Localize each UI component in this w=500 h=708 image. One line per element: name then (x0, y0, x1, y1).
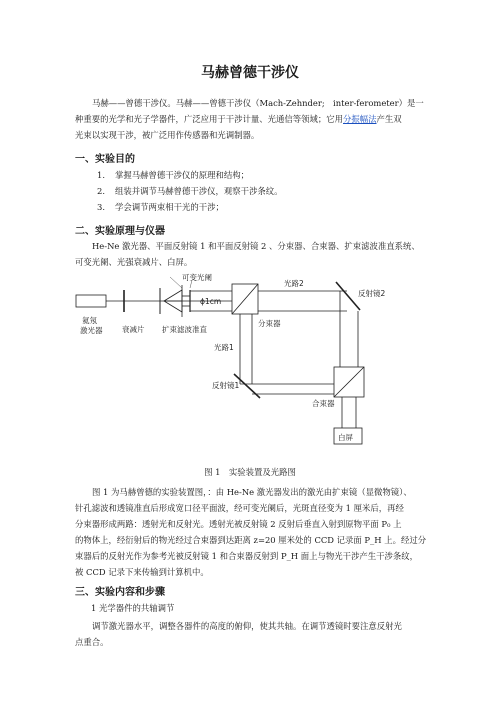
path1-label: 光路1 (214, 343, 234, 352)
intro-line-3: 光束以实现干涉，被广泛用作传感器和光调制器。 (75, 130, 260, 140)
section3-heading: 三、实验内容和步骤 (75, 587, 165, 598)
intro-line-1: 马赫——曾德干涉仪。马赫——曾德干涉仪（Mach-Zehnder; inter-ferometer）是一 (92, 98, 424, 108)
document-title: 马赫曾德干涉仪 (201, 65, 299, 81)
intro-line-2: 种重要的光学和光子学器件，广泛应用于干涉计量、光通信等领域；它用分振幅法产生双 (75, 114, 402, 124)
path2-label: 光路2 (284, 279, 304, 288)
figure-caption: 图 1 实验装置及光路图 (204, 467, 296, 477)
mirror1-label: 反射镜1 (212, 381, 240, 390)
description-paragraph: 图 1 为马赫曾德的实验装置图，：由 He-Ne 激光器发出的激光由扩束镜（显微物镜）、 针孔滤波和透镜准直后形成宽口径平面波，经可变光阑后，光斑直径变为 1 厘米后，再经 分束器形成两路：透射光和反射光。透射光被反射镜 2 反射后垂直入射到原物平面 P₀ 上 的物体上，经衍射后的物光经过合束器到达距离 z=20 厘米处的 CCD 记录面 P_H 上。经过分 束器后的反射光作为参考光被反射镜 1 和合束器反射到 P_H 面上与物光干涉产生干涉条纹， 被 CCD 记录下来传输到计算机中。 (75, 487, 427, 577)
intro-paragraph (75, 95, 427, 143)
subsection-title: 1 光学器件的共轴调节 (91, 603, 175, 613)
aperture-size-label: ϕ1cm (200, 297, 222, 306)
objectives-list (97, 167, 427, 215)
list-item: 1. 掌握马赫曾德干涉仪的原理和结构； (97, 170, 249, 180)
laser-box (76, 295, 106, 307)
svg-text:激光器: 激光器 (80, 326, 103, 335)
amplitude-division-link[interactable]: 分振幅法 (343, 114, 377, 124)
optical-path-diagram (72, 270, 432, 460)
expander-label: 扩束滤波准直 (162, 325, 207, 334)
steps-paragraph: 调节激光器水平，调整各器件的高度的俯仰，使其共轴。在调节透镜时要注意反射光 点重合。 (75, 621, 402, 647)
attenuator-label: 衰减片 (122, 325, 145, 334)
instruments-paragraph: He-Ne 激光器、平面反射镜 1 和平面反射镜 2 、分束器、合束器、扩束滤波准直系统、 可变光阑、光强衰减片、白屏。 (75, 241, 420, 267)
screen-label: 白屏 (338, 433, 353, 442)
section1-heading: 一、实验目的 (75, 154, 135, 165)
splitter-label: 分束器 (258, 319, 281, 328)
list-item: 2. 组装并调节马赫曾德干涉仪，观察干涉条纹。 (97, 186, 283, 196)
laser-label: 氦氖 (82, 316, 97, 325)
mirror2-label: 反射镜2 (358, 289, 386, 298)
combiner-label: 合束器 (312, 399, 335, 408)
section2-heading: 二、实验原理与仪器 (75, 226, 165, 237)
aperture-label: 可变光阑 (182, 273, 212, 282)
list-item: 3. 学会调节两束相干光的干涉； (97, 202, 224, 212)
